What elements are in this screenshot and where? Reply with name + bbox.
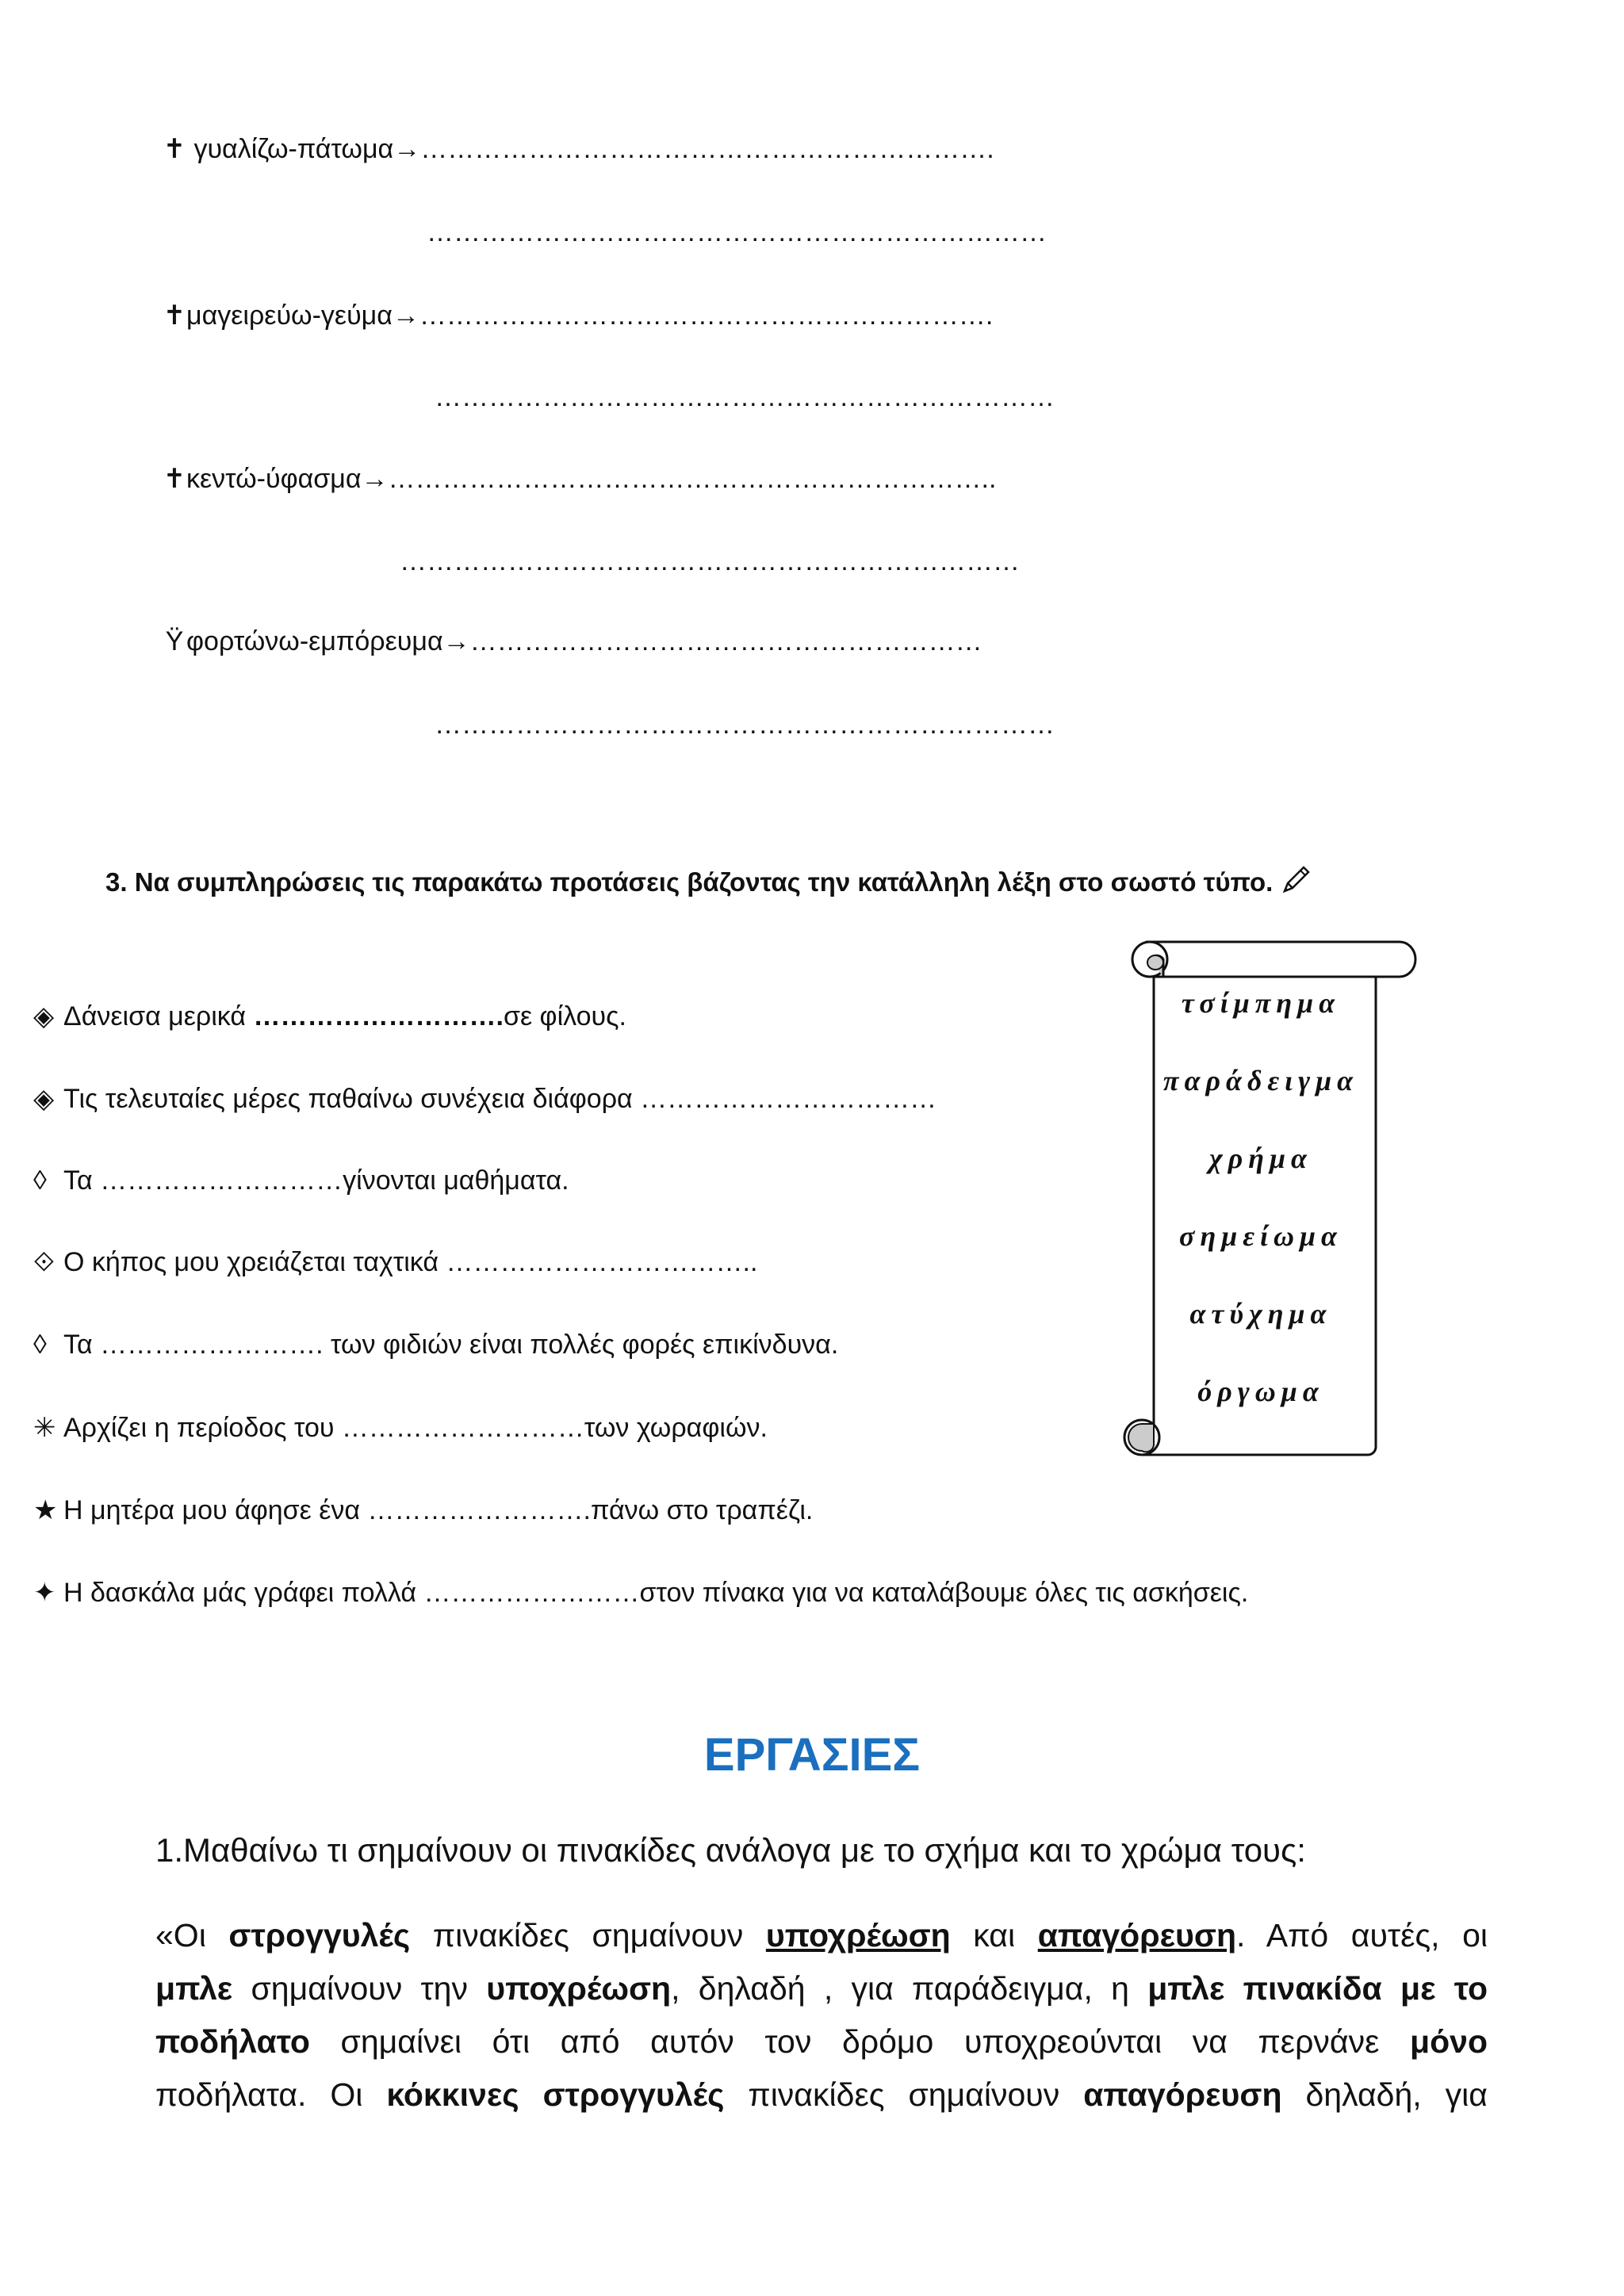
word-line-1 [163,133,994,165]
paragraph-segment: σημαίνουν την [232,1970,487,2007]
blank: ………………………. [253,1001,504,1031]
star-bullet-icon: ★ [33,1495,58,1525]
sentence-text: Η δασκάλα μάς γράφει πολλά [63,1578,424,1608]
blank: ……………………… [100,1165,343,1196]
paragraph-line [155,2015,1488,2068]
sentence-8 [33,1577,1248,1609]
sentence-3 [33,1165,569,1196]
blank-line: …………………………………………………………… [427,217,1047,247]
paragraph-segment: απαγόρευση [1037,1917,1237,1954]
diamond-outline-bullet-icon: ◊ [33,1330,47,1360]
paragraph-segment: , δηλαδή , για παράδειγμα, η [671,1970,1148,2007]
sentence-text: Αρχίζει η περίοδος του [63,1413,342,1443]
sentence-text: Ο κήπος μου χρειάζεται ταχτικά [63,1247,446,1277]
word-line-text: μαγειρεύω-γεύμα→………………………………………………………. [186,300,994,331]
sentence-text: πάνω στο τραπέζι. [590,1495,814,1525]
section-heading: ΕΡΓΑΣΙΕΣ [703,1729,921,1781]
blank: ……………………. [367,1495,591,1525]
paragraph-segment: «Οι [155,1917,229,1954]
sentence-text: Δάνεισα μερικά [63,1001,254,1031]
word-line-2 [163,300,993,331]
scroll-word: παράδειγμα [1162,1065,1359,1096]
sentence-text: Τα [63,1330,101,1360]
question-3-text: 3. Να συμπληρώσεις τις παρακάτω προτάσεις βάζοντας την κατάλληλη λέξη στο σωστό τύπο. [105,867,1274,897]
word-line-4 [163,626,982,657]
paragraph-segment: ποδήλατα. Οι [155,2076,387,2113]
blank: ……………………. [100,1330,331,1360]
blank: …………………………… [640,1084,937,1114]
scroll-word: σημείωμα [1179,1220,1342,1252]
person-icon: ✝ [163,464,186,494]
scroll-word: όργωμα [1197,1376,1324,1407]
paragraph-segment: μπλε [155,1970,233,2007]
paragraph-segment: απαγόρευση [1083,2076,1282,2113]
y-symbol-icon: Ÿ [165,626,184,656]
paragraph-segment: πινακίδες σημαίνουν [410,1917,766,1954]
paragraph-segment: υποχρέωση [765,1917,951,1954]
four-point-star-bullet-icon: ✦ [33,1578,56,1608]
scroll-word: ατύχημα [1189,1298,1332,1330]
sentence-text: στον πίνακα για να καταλάβουμε όλες τις ασκήσεις. [639,1578,1249,1608]
sentence-5 [33,1330,838,1360]
blank-line: …………………………………………………………… [400,546,1020,576]
scroll-word: χρήμα [1209,1142,1312,1174]
blank-line: …………………………………………………………… [435,710,1055,740]
sentence-text: Τα [63,1165,101,1196]
blank-line: …………………………………………………………… [435,382,1055,412]
paragraph-segment: κόκκινες στρογγυλές [386,2076,725,2113]
paragraph-segment: μόνο [1410,2023,1488,2060]
sentence-1 [33,1001,626,1032]
intro-line: 1.Μαθαίνω τι σημαίνουν οι πινακίδες ανάλογα με το σχήμα και το χρώμα τους: [155,1831,1306,1869]
diamond-dot-bullet-icon: ⟐ [33,1247,55,1277]
sentence-7 [33,1494,813,1526]
paragraph-segment: πινακίδες σημαίνουν [724,2076,1084,2113]
sentence-4 [33,1247,757,1278]
paragraph-line [155,1962,1488,2015]
paragraph-segment: στρογγυλές [228,1917,411,1954]
sentence-text: Η μητέρα μου άφησε ένα [63,1495,368,1525]
paragraph-segment: σημαίνει ότι από αυτόν τον δρόμο υποχρεούνται να περνάνε [309,2023,1411,2060]
paragraph-segment: υποχρέωση [486,1970,672,2007]
paragraph-segment: . Από αυτές, οι [1236,1917,1488,1954]
word-line-3 [163,463,996,495]
sentence-text: γίνονται μαθήματα. [343,1165,569,1196]
question-3-title [105,864,1312,897]
person-icon: ✝ [163,134,186,164]
paragraph-segment: και [950,1917,1038,1954]
sentence-2 [33,1083,936,1115]
word-line-text: γυαλίζω-πάτωμα→………………………………………………………. [186,134,994,164]
diamond-bullet-icon: ◈ [33,1084,55,1114]
word-line-text: φορτώνω-εμπόρευμα→………………………………………………… [186,626,982,656]
paragraph-line [155,1909,1488,1962]
diamond-bullet-icon: ◈ [33,1001,55,1031]
person-icon: ✝ [163,300,186,331]
blank: …………………… [423,1578,640,1608]
paragraph-segment: δηλαδή, για [1281,2076,1488,2113]
signs-paragraph [155,1909,1488,2122]
scroll-word: τσίμπημα [1181,987,1341,1019]
paragraph-segment: ποδήλατο [155,2023,310,2060]
asterisk-bullet-icon: ✳ [33,1413,56,1443]
paragraph-line [155,2068,1488,2122]
diamond-outline-bullet-icon: ◊ [33,1165,47,1196]
sentence-6 [33,1412,768,1444]
sentence-text: σε φίλους. [503,1001,626,1031]
pencil-icon [1280,864,1312,896]
sentence-text: των χωραφιών. [584,1413,768,1443]
word-line-text: κεντώ-ύφασμα→………………………………………………………….. [186,464,997,494]
paragraph-segment: μπλε πινακίδα με το [1147,1970,1488,2007]
blank: ……………………… [341,1413,584,1443]
blank: …………………………….. [446,1247,758,1277]
sentence-text: Τις τελευταίες μέρες παθαίνω συνέχεια διάφορα [63,1084,641,1114]
sentence-text: των φιδιών είναι πολλές φορές επικίνδυνα. [331,1330,839,1360]
